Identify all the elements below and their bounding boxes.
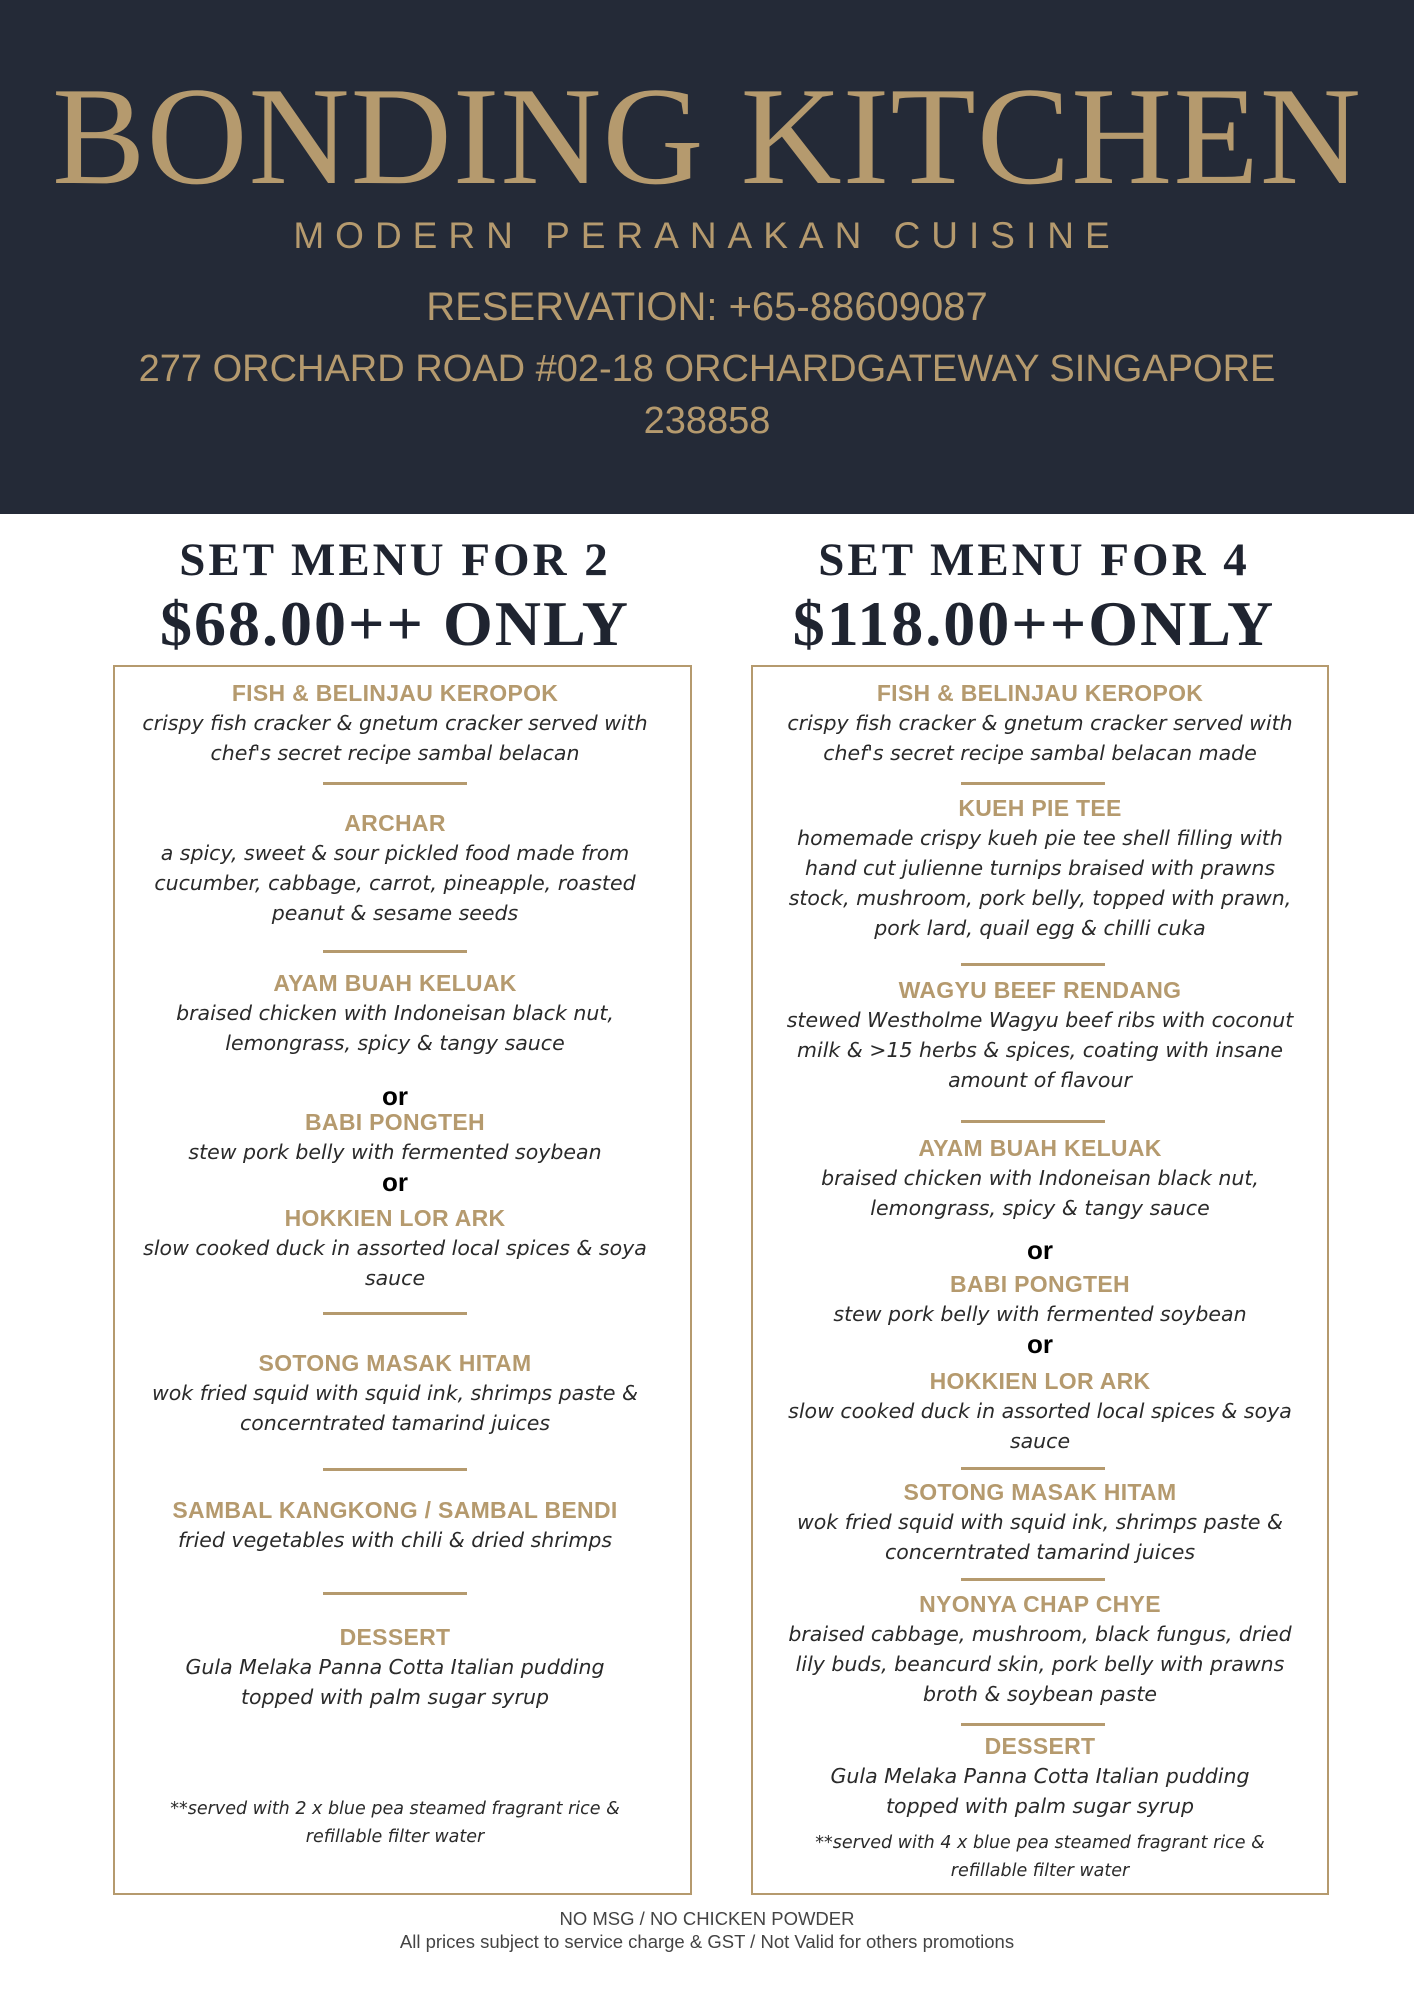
menu-item [140, 808, 650, 928]
restaurant-address: 277 ORCHARD ROAD #02-18 ORCHARDGATEWAY SINGAPORE 238858 [138, 348, 1276, 442]
menu-item [140, 1348, 650, 1438]
dish-name: FISH & BELINJAU KEROPOK [876, 680, 1204, 706]
menu-item [772, 975, 1308, 1095]
dish-description: stew pork belly with fermented soybean [833, 1302, 1247, 1326]
dish-description: wok fried squid with squid ink, shrimps paste & concerntrated tamarind juices [797, 1510, 1283, 1564]
menu-item [140, 1107, 650, 1167]
dish-name: DESSERT [339, 1624, 451, 1650]
menu-item [772, 1366, 1308, 1456]
dish-description: crispy fish cracker & gnetum cracker served with chef's secret recipe sambal belacan [142, 711, 648, 765]
dish-description: slow cooked duck in assorted local spices & soya sauce [143, 1236, 647, 1290]
dish-description: wok fried squid with squid ink, shrimps paste & concerntrated tamarind juices [152, 1381, 638, 1435]
menu-item [772, 1477, 1308, 1567]
divider [323, 782, 467, 785]
menu-item [160, 1622, 630, 1712]
menu-item [772, 1589, 1308, 1709]
or-text: or [382, 1167, 408, 1197]
dish-description: fried vegetables with chili & dried shrimps [177, 1528, 613, 1552]
menu4-price: $118.00++ONLY [792, 588, 1276, 659]
dish-name: SOTONG MASAK HITAM [258, 1350, 532, 1376]
dish-description: Gula Melaka Panna Cotta Italian pudding topped with palm sugar syrup [185, 1655, 605, 1709]
dish-description: a spicy, sweet & sour pickled food made from cucumber, cabbage, carrot, pineapple, roasted peanut & sesame seeds [154, 841, 636, 925]
divider [961, 1723, 1105, 1726]
brand-title: BONDING KITCHEN [52, 59, 1362, 214]
dish-name: KUEH PIE TEE [958, 795, 1122, 821]
header-banner [0, 0, 1414, 514]
dish-description: braised chicken with Indoneisan black nut, lemongrass, spicy & tangy sauce [176, 1001, 614, 1055]
dish-description: stew pork belly with fermented soybean [188, 1140, 602, 1164]
divider [961, 1578, 1105, 1581]
dish-name: WAGYU BEEF RENDANG [898, 977, 1182, 1003]
divider [323, 1312, 467, 1315]
footer-terms: All prices subject to service charge & GST / Not Valid for others promotions [399, 1931, 1015, 1952]
rice-note: **served with 2 x blue pea steamed fragrant rice & refillable filter water [170, 1799, 620, 1847]
menu-item [140, 1495, 650, 1555]
reservation-phone: RESERVATION: +65-88609087 [426, 285, 988, 329]
dish-description: slow cooked duck in assorted local spices & soya sauce [788, 1399, 1292, 1453]
menu4-heading [714, 532, 1354, 660]
divider [961, 782, 1105, 785]
dish-name: HOKKIEN LOR ARK [284, 1205, 506, 1231]
dish-description: braised cabbage, mushroom, black fungus, dried lily buds, beancurd skin, pork belly with prawns broth & soybean paste [788, 1622, 1292, 1706]
dish-name: FISH & BELINJAU KEROPOK [231, 680, 559, 706]
divider [323, 950, 467, 953]
divider [961, 1120, 1105, 1123]
divider [961, 963, 1105, 966]
rice-note: **served with 4 x blue pea steamed fragrant rice & refillable filter water [815, 1833, 1265, 1881]
footer-msg-note: NO MSG / NO CHICKEN POWDER [559, 1908, 855, 1929]
menu-item [140, 968, 650, 1058]
dish-name: AYAM BUAH KELUAK [918, 1135, 1162, 1161]
menu-item [140, 678, 650, 768]
dish-description: braised chicken with Indoneisan black nut, lemongrass, spicy & tangy sauce [821, 1166, 1259, 1220]
menu2-heading [75, 532, 715, 660]
or-text: or [382, 1081, 408, 1111]
or-text: or [1027, 1329, 1053, 1359]
menu-item [772, 793, 1308, 943]
dish-name: DESSERT [984, 1733, 1096, 1759]
menu-item [772, 678, 1308, 768]
menu2-price: $68.00++ ONLY [160, 588, 630, 659]
divider [961, 1467, 1105, 1470]
menu-item [772, 1133, 1308, 1223]
menu-item [800, 1731, 1280, 1821]
dish-description: Gula Melaka Panna Cotta Italian pudding topped with palm sugar syrup [830, 1764, 1250, 1818]
dish-description: stewed Westholme Wagyu beef ribs with coconut milk & >15 herbs & spices, coating with insane amount of flavour [786, 1008, 1294, 1092]
menu4-title: SET MENU FOR 4 [818, 534, 1250, 586]
dish-name: ARCHAR [344, 810, 446, 836]
dish-name: SAMBAL KANGKONG / SAMBAL BENDI [172, 1497, 618, 1523]
menu-item [140, 1203, 650, 1293]
dish-name: BABI PONGTEH [305, 1109, 485, 1135]
dish-description: crispy fish cracker & gnetum cracker served with chef's secret recipe sambal belacan made [787, 711, 1293, 765]
divider [323, 1468, 467, 1471]
menu-item [772, 1269, 1308, 1329]
dish-name: AYAM BUAH KELUAK [273, 970, 517, 996]
dish-name: SOTONG MASAK HITAM [903, 1479, 1177, 1505]
brand-tagline: MODERN PERANAKAN CUISINE [293, 215, 1121, 256]
menu2-title: SET MENU FOR 2 [179, 534, 611, 586]
dish-name: HOKKIEN LOR ARK [929, 1368, 1151, 1394]
dish-description: homemade crispy kueh pie tee shell filling with hand cut julienne turnips braised with prawns stock, mushroom, pork belly, topped with prawn, pork lard, quail egg & chilli cuka [788, 826, 1292, 940]
or-text: or [1027, 1235, 1053, 1265]
dish-name: NYONYA CHAP CHYE [919, 1591, 1161, 1617]
dish-name: BABI PONGTEH [950, 1271, 1130, 1297]
divider [323, 1592, 467, 1595]
